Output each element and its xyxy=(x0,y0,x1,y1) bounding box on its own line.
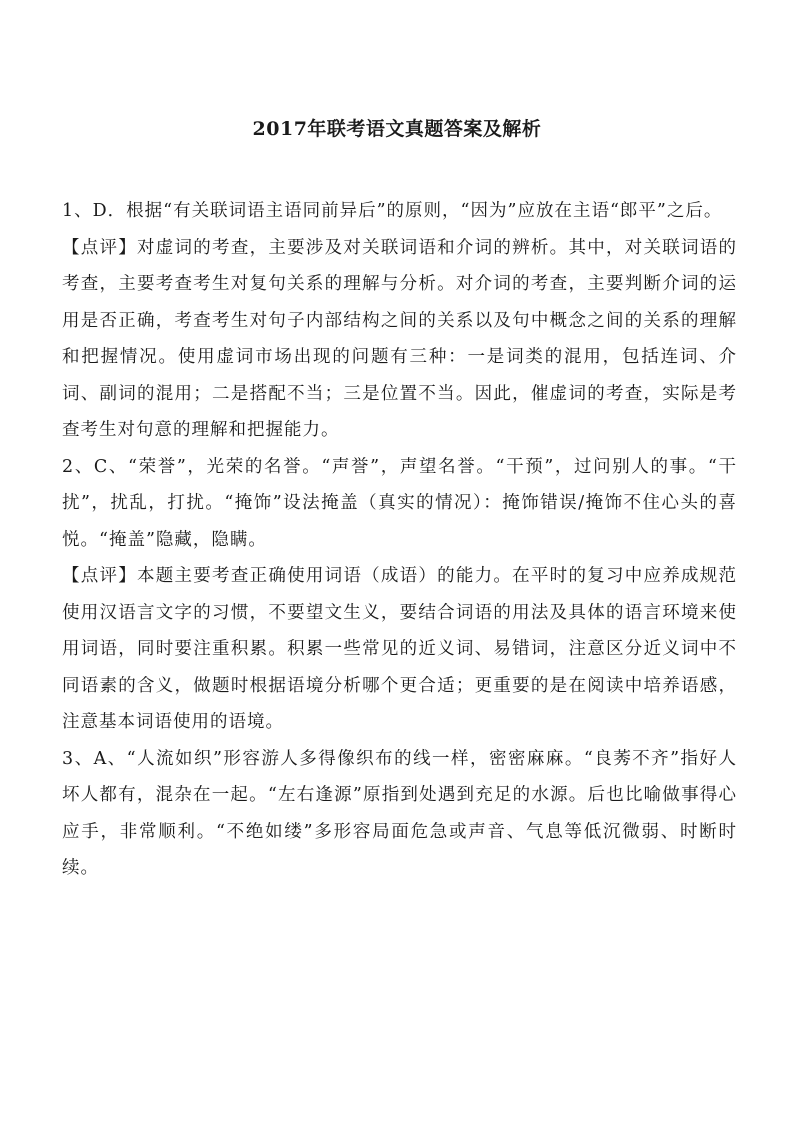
answer-3-paragraph: 3、A、“人流如织”形容游人多得像织布的线一样，密密麻麻。“良莠不齐”指好人坏人都有，混杂在一起。“左右逢源”原指到处遇到充足的水源。后也比喻做事得心应手，非常顺利。“不绝如缕”多形容局面危急或声音、气息等低沉微弱、时断时续。 xyxy=(62,748,737,878)
answer-2-paragraph: 2、C、“荣誉”，光荣的名誉。“声誉”，声望名誉。“干预”，过问别人的事。“干扰”，扰乱，打扰。“掩饰”设法掩盖（真实的情况）：掩饰错误/掩饰不住心头的喜悦。“掩盖”隐藏，隐瞒。 xyxy=(62,456,737,550)
answer-1-comment-paragraph: 【点评】对虚词的考查，主要涉及对关联词语和介词的辨析。其中，对关联词语的考查，主要考查考生对复句关系的理解与分析。对介词的考查，主要判断介词的运用是否正确，考查考生对句子内部结构之间的关系以及句中概念之间的关系的理解和把握情况。使用虚词市场出现的问题有三种：一是词类的混用，包括连词、介词、副词的混用；二是搭配不当；三是位置不当。因此，催虚词的考查，实际是考查考生对句意的理解和把握能力。 xyxy=(62,237,737,440)
document-body xyxy=(62,193,737,887)
answer-1-paragraph: 1、D．根据“有关联词语主语同前异后”的原则，“因为”应放在主语“郎平”之后。 xyxy=(62,201,723,221)
document-title: 2017年联考语文真题答案及解析 xyxy=(252,118,542,140)
answer-2-comment-paragraph: 【点评】本题主要考查正确使用词语（成语）的能力。在平时的复习中应养成规范使用汉语言文字的习惯，不要望文生义，要结合词语的用法及具体的语言环境来使用词语，同时要注重积累。积累一些常见的近义词、易错词，注意区分近义词中不同语素的含义，做题时根据语境分析哪个更合适；更重要的是在阅读中培养语感，注意基本词语使用的语境。 xyxy=(62,566,737,732)
